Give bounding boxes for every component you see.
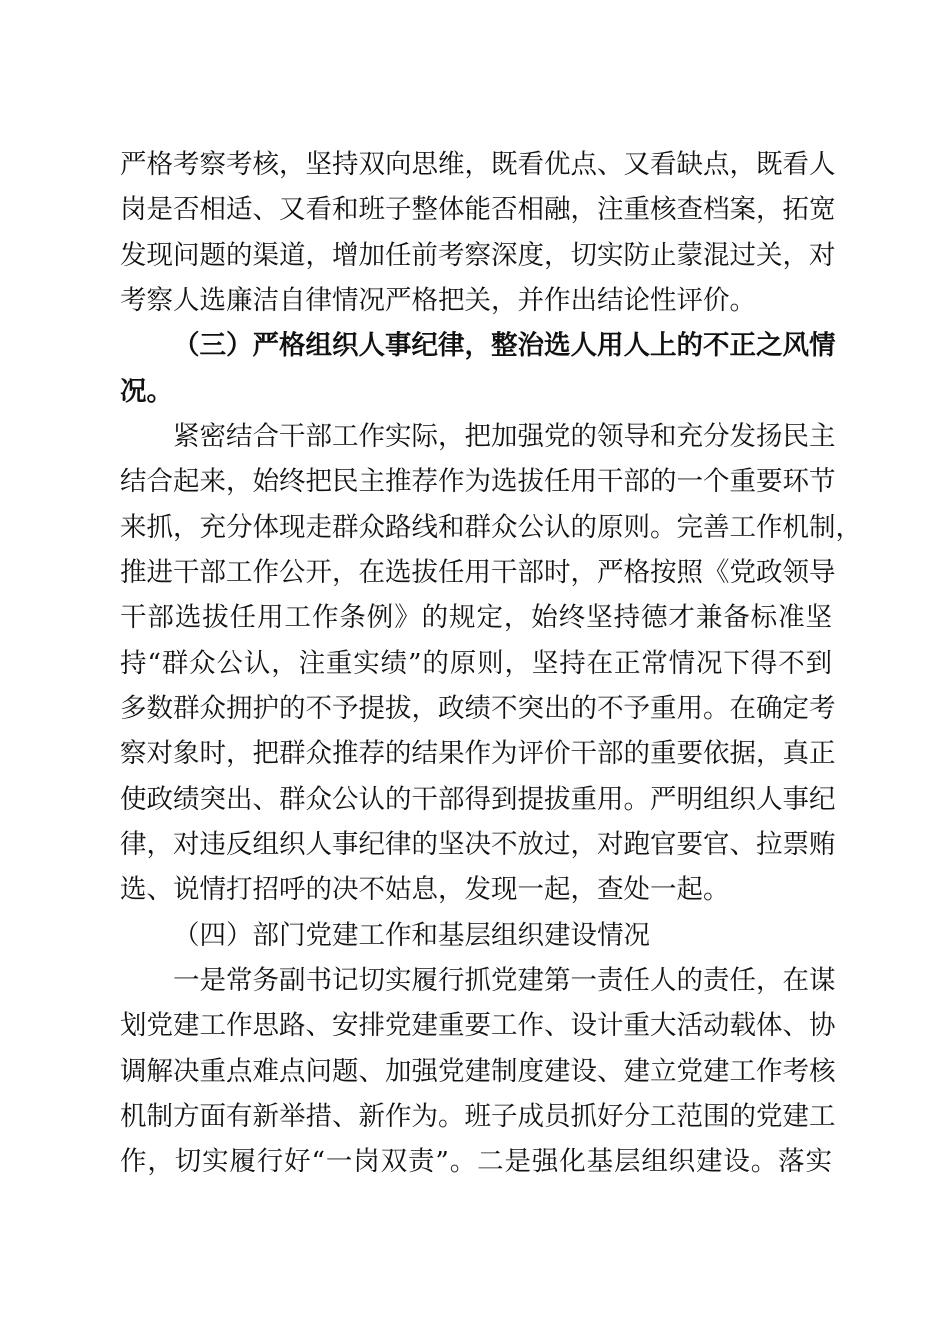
section-heading-4: （四）部门党建工作和基层组织建设情况 [173,920,650,951]
body-text-line: 使政绩突出、群众公认的干部得到提拔重用。严明组织人事纪 [120,784,836,815]
body-text-line: 严格考察考核，坚持双向思维，既看优点、又看缺点，既看人 [120,149,836,180]
body-text-line: 发现问题的渠道，增加任前考察深度，切实防止蒙混过关，对 [120,240,836,271]
body-text-line: 持“群众公认，注重实绩”的原则，坚持在正常情况下得不到 [120,648,832,679]
section-heading-3-continued: 况。 [120,376,173,407]
body-text-line: 推进干部工作公开，在选拔任用干部时，严格按照《党政领导 [120,557,836,588]
body-text-line: 紧密结合干部工作实际，把加强党的领导和充分发扬民主 [173,421,836,452]
body-text-line: 多数群众拥护的不予提拔，政绩不突出的不予重用。在确定考 [120,693,836,724]
body-text-line: 察对象时，把群众推荐的结果作为评价干部的重要依据，真正 [120,738,836,769]
section-heading-3: （三）严格组织人事纪律，整治选人用人上的不正之风情 [173,330,836,361]
body-text-line: 作，切实履行好“一岗双责”。二是强化基层组织建设。落实 [120,1146,832,1177]
body-text-line: 干部选拔任用工作条例》的规定，始终坚持德才兼备标准坚 [120,602,832,633]
body-text-line: 来抓，充分体现走群众路线和群众公认的原则。完善工作机制， [120,512,862,543]
body-text-line: 结合起来，始终把民主推荐作为选拔任用干部的一个重要环节 [120,466,836,497]
body-text-line: 考察人选廉洁自律情况严格把关，并作出结论性评价。 [120,285,756,316]
body-text-line: 调解决重点难点问题、加强党建制度建设、建立党建工作考核 [120,1056,836,1087]
body-text-line: 一是常务副书记切实履行抓党建第一责任人的责任，在谋 [173,965,836,996]
body-text-line: 划党建工作思路、安排党建重要工作、设计重大活动载体、协 [120,1010,836,1041]
body-text-line: 岗是否相适、又看和班子整体能否相融，注重核查档案，拓宽 [120,194,836,225]
body-text-line: 选、说情打招呼的决不姑息，发现一起，查处一起。 [120,874,730,905]
body-text-line: 律，对违反组织人事纪律的坚决不放过，对跑官要官、拉票贿 [120,829,836,860]
body-text-line: 机制方面有新举措、新作为。班子成员抓好分工范围的党建工 [120,1101,836,1132]
